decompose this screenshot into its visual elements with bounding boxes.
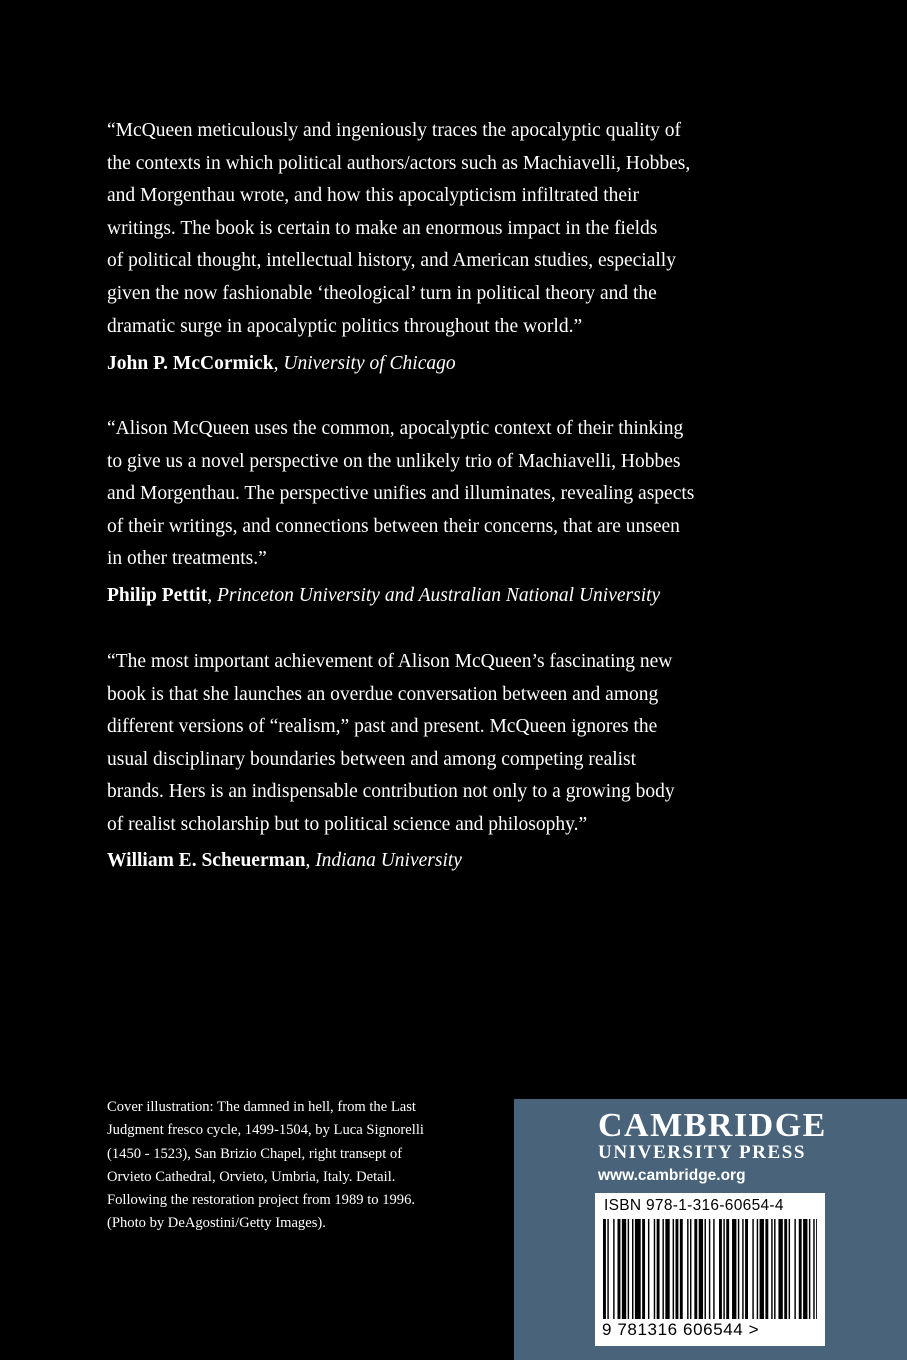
credit-line: (Photo by DeAgostini/Getty Images).: [107, 1215, 326, 1232]
barcode-bar: [676, 1219, 679, 1319]
cover-illustration-credit: [107, 1096, 487, 1236]
barcode-bar: [603, 1219, 606, 1319]
blurb-2-attribution: [107, 584, 660, 608]
blurb-2-text: [107, 413, 727, 576]
blurb-line: book is that she launches an overdue conversation between and among: [107, 683, 659, 705]
reviewer-name: William E. Scheuerman: [107, 850, 306, 871]
blurb-line: dramatic surge in apocalyptic politics throughout the world.”: [107, 315, 583, 337]
barcode-bar: [613, 1219, 614, 1319]
barcode-bar: [803, 1219, 807, 1319]
barcode-bar: [760, 1219, 764, 1319]
barcode-bar: [622, 1219, 626, 1319]
barcode-bar: [662, 1219, 663, 1319]
blurb-line: writings. The book is certain to make an enormous impact in the fields: [107, 217, 658, 239]
barcode-bar: [774, 1219, 775, 1319]
barcode-bar: [719, 1219, 722, 1319]
barcode-bar: [789, 1219, 790, 1319]
barcode-label: [595, 1193, 825, 1346]
blurb-line: to give us a novel perspective on the unlikely trio of Machiavelli, Hobbes: [107, 450, 681, 472]
reviewer-name: John P. McCormick: [107, 353, 274, 374]
reviewer-institution: Princeton University and Australian National University: [216, 585, 661, 606]
barcode-bar: [813, 1219, 814, 1319]
attribution-separator: ,: [273, 353, 284, 374]
barcode-bar: [765, 1219, 768, 1319]
blurb-1-attribution: [107, 352, 456, 376]
credit-line: (1450 - 1523), San Brizio Chapel, right transept of: [107, 1145, 403, 1162]
reviewer-name: Philip Pettit: [107, 585, 208, 606]
barcode-bar: [648, 1219, 649, 1319]
reviewer-institution: Indiana University: [315, 850, 462, 871]
barcode-bar: [794, 1219, 795, 1319]
barcode-bar: [699, 1219, 703, 1319]
barcode-bar: [632, 1219, 633, 1319]
barcode-icon: [603, 1219, 817, 1319]
barcode-bar: [738, 1219, 739, 1319]
barcode-bar: [757, 1219, 758, 1319]
barcode-bar: [687, 1219, 688, 1319]
barcode-bar: [742, 1219, 743, 1319]
blurb-line: usual disciplinary boundaries between and among competing realist: [107, 748, 637, 770]
barcode-bar: [654, 1219, 655, 1319]
blurb-line: and Morgenthau wrote, and how this apocalypticism infiltrated their: [107, 185, 639, 207]
barcode-bar: [709, 1219, 710, 1319]
barcode-bar: [778, 1219, 782, 1319]
blurb-line: in other treatments.”: [107, 548, 267, 570]
blurb-line: “Alison McQueen uses the common, apocalyptic context of their thinking: [107, 418, 684, 439]
barcode-bar: [732, 1219, 736, 1319]
barcode-bar: [628, 1219, 629, 1319]
barcode-bar: [673, 1219, 674, 1319]
barcode-bar: [713, 1219, 714, 1319]
isbn-number: ISBN 978-1-316-60654-4: [604, 1197, 784, 1214]
blurb-line: brands. Hers is an indispensable contribution not only to a growing body: [107, 781, 675, 803]
barcode-bar: [694, 1219, 697, 1319]
barcode-bar: [690, 1219, 691, 1319]
blurb-line: given the now fashionable ‘theological’ turn in political theory and the: [107, 282, 657, 304]
publisher-panel: [514, 1099, 907, 1360]
barcode-bar: [705, 1219, 706, 1319]
credit-line: Following the restoration project from 1989 to 1996.: [107, 1192, 416, 1209]
blurb-3-text: [107, 646, 727, 842]
barcode-bar: [726, 1219, 729, 1319]
barcode-bar: [752, 1219, 753, 1319]
blurb-line: of political thought, intellectual history, and American studies, especially: [107, 250, 676, 272]
blurb-3-attribution: [107, 849, 462, 873]
blurb-1-text: [107, 115, 727, 343]
credit-line: Judgment fresco cycle, 1499-1504, by Luca Signorelli: [107, 1122, 424, 1139]
barcode-bar: [816, 1219, 817, 1319]
publisher-press: UNIVERSITY PRESS: [598, 1142, 807, 1163]
barcode-bar: [657, 1219, 660, 1319]
barcode-bar: [680, 1219, 683, 1319]
blurb-line: the contexts in which political authors/actors such as Machiavelli, Hobbes,: [107, 152, 691, 174]
barcode-bar: [665, 1219, 669, 1319]
blurb-line: “McQueen meticulously and ingeniously traces the apocalyptic quality of: [107, 120, 681, 141]
barcode-bar: [642, 1219, 645, 1319]
blurb-line: and Morgenthau. The perspective unifies and illuminates, revealing aspects: [107, 483, 695, 505]
barcode-bar: [618, 1219, 621, 1319]
barcode-bar: [771, 1219, 772, 1319]
publisher-website: www.cambridge.org: [598, 1167, 746, 1184]
barcode-bar: [745, 1219, 748, 1319]
barcode-bar: [784, 1219, 787, 1319]
blurb-line: “The most important achievement of Alison McQueen’s fascinating new: [107, 651, 673, 672]
credit-line: Orvieto Cathedral, Orvieto, Umbria, Italy. Detail.: [107, 1168, 396, 1185]
blurb-line: of realist scholarship but to political science and philosophy.”: [107, 813, 588, 835]
credit-line: Cover illustration: The damned in hell, from the Last: [107, 1099, 416, 1115]
barcode-digits: 9 781316 606544 >: [602, 1320, 760, 1339]
reviewer-institution: University of Chicago: [283, 353, 456, 374]
publisher-name: CAMBRIDGE: [598, 1107, 827, 1144]
blurb-line: different versions of “realism,” past and present. McQueen ignores the: [107, 716, 658, 738]
barcode-bar: [723, 1219, 724, 1319]
attribution-separator: ,: [305, 850, 316, 871]
attribution-separator: ,: [207, 585, 217, 606]
barcode-bar: [809, 1219, 810, 1319]
barcode-bar: [799, 1219, 802, 1319]
barcode-bar: [635, 1219, 641, 1319]
barcode-bar: [607, 1219, 608, 1319]
blurb-line: of their writings, and connections between their concerns, that are unseen: [107, 515, 680, 537]
